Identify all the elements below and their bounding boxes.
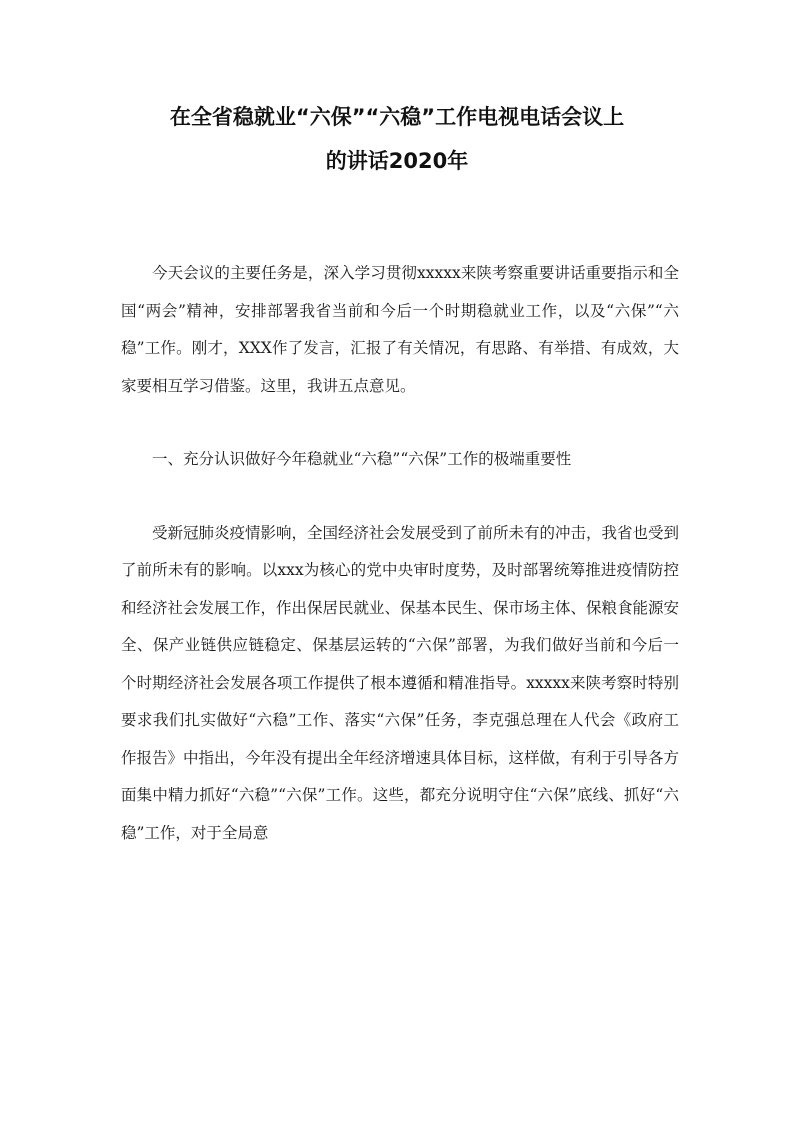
document-title <box>110 95 684 183</box>
title-line-1: 在全省稳就业“六保”“六稳”工作电视电话会议上 <box>169 105 625 129</box>
paragraph-section-1: 受新冠肺炎疫情影响，全国经济社会发展受到了前所未有的冲击，我省也受到了前所未有的影响。以xxx为核心的党中央审时度势，及时部署统筹推进疫情防控和经济社会发展工作，作出保居民就业、保基本民生、保市场主体、保粮食能源安全、保产业链供应链稳定、保基层运转的“六保”部署，为我们做好当前和今后一个时期经济社会发展各项工作提供了根本遵循和精准指导。xxxxx来陕考察时特别要求我们扎实做好“六稳”工作、落实“六保”任务，李克强总理在人代会《政府工作报告》中指出，今年没有提出全年经济增速具体目标，这样做，有利于引导各方面集中精力抓好“六稳”“六保”工作。这些，都充分说明守住“六保”底线、抓好“六稳”工作，对于全局意 <box>121 523 680 842</box>
section-heading-1: 一、充分认识做好今年稳就业“六稳”“六保”工作的极端重要性 <box>152 450 572 468</box>
paragraph-intro: 今天会议的主要任务是，深入学习贯彻xxxxx来陕考察重要讲话重要指示和全国“两会”精神，安排部署我省当前和今后一个时期稳就业工作，以及“六保”“六稳”工作。刚才，XXX作了发言，汇报了有关情况，有思路、有举措、有成效，大家要相互学习借鉴。这里，我讲五点意见。 <box>121 264 679 395</box>
title-line-2: 的讲话2020年 <box>325 149 469 173</box>
document-body <box>121 255 679 888</box>
